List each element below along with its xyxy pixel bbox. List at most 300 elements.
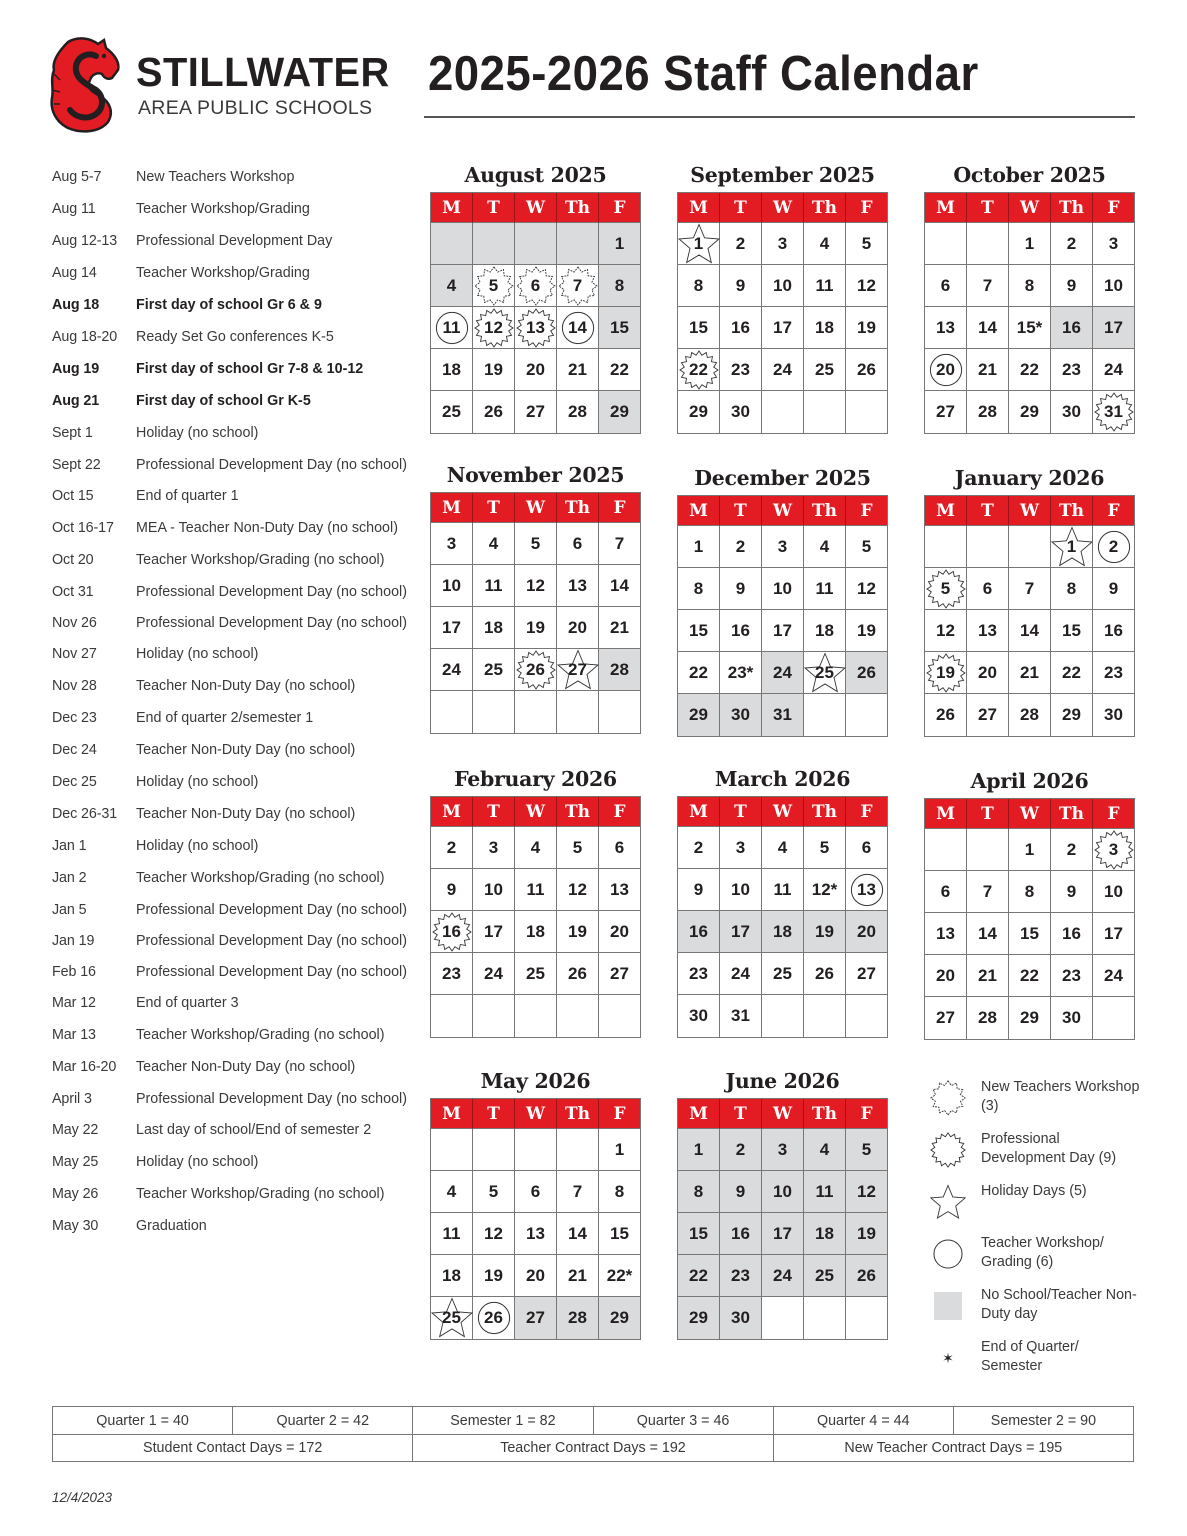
day-cell (1051, 871, 1093, 913)
day-cell (1093, 223, 1134, 265)
week-row (431, 1171, 640, 1213)
day-number: 25 (442, 1308, 461, 1327)
day-number: 25 (442, 402, 461, 421)
day-cell (599, 349, 640, 391)
empty-day-cell (557, 223, 599, 265)
day-cell (473, 307, 515, 349)
day-number: 25 (815, 359, 834, 379)
weekday-label: W (1009, 496, 1051, 526)
event-date: May 25 (52, 1154, 99, 1170)
day-cell (599, 1213, 640, 1255)
day-number: 14 (1020, 620, 1039, 640)
day-cell (431, 1213, 473, 1255)
day-cell (804, 1213, 846, 1255)
week-row (678, 265, 887, 307)
day-number: 23 (1062, 965, 1081, 985)
day-cell (678, 911, 720, 953)
day-number: 17 (731, 921, 750, 941)
event-date: Dec 23 (52, 710, 97, 726)
event-item (52, 1058, 417, 1077)
event-date: Jan 5 (52, 902, 87, 918)
day-number: 22 (1062, 662, 1081, 682)
day-cell (846, 610, 887, 652)
weekday-label: T (720, 193, 762, 223)
day-cell (678, 694, 720, 736)
day-number: 30 (689, 1006, 708, 1025)
day-cell (473, 523, 515, 565)
week-row (678, 869, 887, 911)
event-item (52, 901, 417, 920)
day-cell (1093, 265, 1134, 307)
day-cell (557, 649, 599, 691)
day-number: 26 (526, 659, 545, 679)
day-number: 18 (815, 317, 834, 337)
star-icon (930, 1184, 966, 1220)
month-grid (677, 1098, 888, 1340)
day-number: 19 (484, 359, 503, 379)
day-number: 6 (530, 275, 541, 295)
day-cell (515, 307, 557, 349)
weekday-header (678, 496, 887, 526)
day-cell (1009, 223, 1051, 265)
weekday-label: F (599, 493, 640, 523)
day-number: 6 (940, 881, 951, 901)
week-row (678, 1297, 887, 1339)
event-description: Teacher Non-Duty Day (no school) (136, 742, 356, 758)
day-number: 26 (936, 705, 955, 724)
event-description: Professional Development Day (no school) (136, 964, 407, 980)
day-cell (473, 1213, 515, 1255)
event-date: Nov 28 (52, 678, 97, 694)
weekday-label: F (846, 193, 887, 223)
day-number: 29 (689, 402, 708, 421)
weekday-label: M (678, 193, 720, 223)
day-number: 3 (735, 837, 746, 857)
day-cell (967, 955, 1009, 997)
day-cell (925, 997, 967, 1039)
day-number: 24 (484, 963, 503, 983)
day-number: 23 (1062, 359, 1081, 379)
weekday-label: F (846, 797, 887, 827)
day-cell (804, 869, 846, 911)
weekday-label: Th (1051, 496, 1093, 526)
day-number: 15* (1016, 317, 1043, 337)
day-number: 24 (442, 659, 461, 679)
day-number: 6 (572, 533, 583, 553)
day-cell (473, 565, 515, 607)
event-description: Teacher Non-Duty Day (no school) (136, 678, 356, 694)
day-cell (1051, 829, 1093, 871)
day-cell (804, 568, 846, 610)
empty-day-cell (804, 995, 846, 1037)
day-number: 18 (815, 1223, 834, 1243)
day-cell (804, 1255, 846, 1297)
week-row (678, 391, 887, 433)
day-number: 11 (484, 575, 503, 595)
day-cell (762, 652, 804, 694)
asterisk-icon (928, 1338, 968, 1378)
event-item (52, 1217, 417, 1236)
weekday-label: Th (557, 1099, 599, 1129)
star-icon (928, 1182, 968, 1222)
day-number: 12 (857, 1181, 876, 1201)
event-description: Professional Development Day (no school) (136, 584, 407, 600)
day-cell (1051, 694, 1093, 736)
day-cell (720, 349, 762, 391)
month-title: November 2025 (446, 463, 625, 487)
event-date: Jan 19 (52, 933, 95, 949)
day-number: 16 (731, 620, 750, 640)
weekday-label: Th (557, 797, 599, 827)
gray-square-swatch (934, 1292, 962, 1320)
event-description: First day of school Gr 6 & 9 (136, 297, 322, 313)
day-number: 28 (1020, 705, 1039, 724)
day-number: 17 (773, 620, 792, 640)
week-row (431, 349, 640, 391)
month-grid (924, 192, 1135, 434)
day-number: 1 (693, 233, 704, 253)
day-cell (925, 955, 967, 997)
event-description: Professional Development Day (136, 233, 333, 249)
day-number: 19 (484, 1265, 503, 1285)
day-number: 25 (484, 659, 503, 679)
day-number: 3 (777, 1139, 788, 1159)
day-cell (473, 649, 515, 691)
event-item (52, 1185, 417, 1204)
summary-cell: Quarter 2 = 42 (233, 1407, 413, 1434)
day-cell (804, 1129, 846, 1171)
week-row (431, 649, 640, 691)
day-cell (515, 1297, 557, 1339)
day-cell (720, 307, 762, 349)
day-number: 7 (614, 533, 625, 553)
day-cell (804, 349, 846, 391)
month-calendar (430, 766, 641, 1038)
day-cell (515, 1255, 557, 1297)
day-cell (762, 694, 804, 736)
day-cell (431, 349, 473, 391)
day-cell (967, 871, 1009, 913)
day-cell (431, 523, 473, 565)
day-number: 25 (815, 1265, 834, 1285)
event-date: Aug 14 (52, 265, 97, 281)
legend-label: New Teachers Workshop (3) (981, 1079, 1140, 1114)
event-item (52, 328, 417, 347)
month-calendar (677, 465, 888, 737)
legend (928, 1076, 1138, 1388)
day-cell (557, 391, 599, 433)
day-number: 20 (936, 965, 955, 985)
empty-day-cell (846, 1297, 887, 1339)
day-number: 7 (982, 275, 993, 295)
day-cell (431, 827, 473, 869)
week-row (431, 1129, 640, 1171)
day-cell (515, 391, 557, 433)
event-item (52, 551, 417, 570)
day-number: 25 (526, 963, 545, 983)
day-number: 12 (936, 620, 955, 640)
day-cell (846, 911, 887, 953)
day-cell (599, 565, 640, 607)
day-cell (1051, 997, 1093, 1039)
day-number: 2 (1066, 233, 1077, 253)
day-number: 4 (819, 536, 830, 556)
day-number: 29 (689, 1308, 708, 1327)
day-cell (473, 827, 515, 869)
day-number: 2 (1108, 536, 1119, 556)
empty-day-cell (762, 995, 804, 1037)
weekday-label: T (720, 1099, 762, 1129)
week-row (925, 694, 1134, 736)
event-date: May 26 (52, 1186, 99, 1202)
day-number: 5 (530, 533, 541, 553)
event-item (52, 200, 417, 219)
event-date: Aug 18-20 (52, 329, 118, 345)
empty-day-cell (473, 223, 515, 265)
empty-day-cell (473, 691, 515, 733)
day-number: 15 (1062, 620, 1081, 640)
day-cell (804, 265, 846, 307)
day-cell (599, 1129, 640, 1171)
weekday-label: Th (557, 493, 599, 523)
day-number: 30 (731, 1308, 750, 1327)
day-cell (431, 1171, 473, 1213)
week-row (678, 694, 887, 736)
event-date: Nov 27 (52, 646, 97, 662)
week-row (925, 265, 1134, 307)
day-cell (1093, 652, 1134, 694)
day-number: 22 (1020, 965, 1039, 985)
day-number: 8 (693, 1181, 704, 1201)
week-row (431, 607, 640, 649)
day-cell (473, 911, 515, 953)
legend-label: No School/Teacher Non-Duty day (981, 1287, 1137, 1322)
week-row (925, 610, 1134, 652)
day-cell (846, 1213, 887, 1255)
day-cell (431, 1297, 473, 1339)
day-cell (599, 523, 640, 565)
week-row (678, 1255, 887, 1297)
event-date: May 22 (52, 1122, 99, 1138)
weekday-label: T (473, 797, 515, 827)
day-number: 5 (819, 837, 830, 857)
month-title: May 2026 (480, 1069, 591, 1093)
day-number: 6 (614, 837, 625, 857)
month-title: August 2025 (464, 163, 607, 187)
day-number: 5 (861, 233, 872, 253)
day-number: 2 (735, 1139, 746, 1159)
event-date: Sept 22 (52, 457, 101, 473)
day-cell (599, 265, 640, 307)
day-number: 29 (610, 402, 629, 421)
day-number: 4 (446, 275, 457, 295)
weekday-label: W (762, 1099, 804, 1129)
empty-day-cell (1009, 526, 1051, 568)
event-date: Sept 1 (52, 425, 93, 441)
week-row (678, 610, 887, 652)
summary-cell: Semester 2 = 90 (990, 1412, 1097, 1429)
day-number: 26 (857, 662, 876, 682)
day-number: 13 (526, 1223, 545, 1243)
day-number: 11 (442, 317, 461, 337)
day-cell (804, 953, 846, 995)
day-cell (846, 568, 887, 610)
empty-day-cell (557, 995, 599, 1037)
day-number: 26 (484, 402, 503, 421)
month-calendar (924, 768, 1135, 1040)
day-number: 10 (1104, 275, 1123, 295)
event-description: Professional Development Day (no school) (136, 457, 407, 473)
day-number: 13 (610, 879, 629, 899)
day-number: 20 (568, 617, 587, 637)
event-date: Aug 12-13 (52, 233, 118, 249)
event-description: Teacher Workshop/Grading (136, 201, 310, 217)
day-number: 22 (689, 1265, 708, 1285)
day-cell (804, 610, 846, 652)
day-number: 9 (735, 578, 746, 598)
day-number: 26 (815, 963, 834, 983)
legend-item (928, 1128, 1138, 1180)
week-row (925, 568, 1134, 610)
day-number: 12* (811, 879, 838, 899)
week-row (431, 1213, 640, 1255)
day-number: 27 (526, 1308, 545, 1327)
day-number: 7 (572, 275, 583, 295)
event-item (52, 1153, 417, 1172)
event-description: Ready Set Go conferences K-5 (136, 329, 334, 345)
day-number: 21 (610, 617, 629, 637)
day-number: 21 (978, 965, 997, 985)
day-cell (557, 1213, 599, 1255)
day-number: 17 (1104, 923, 1123, 943)
day-cell (846, 1129, 887, 1171)
month-title: April 2026 (970, 769, 1089, 793)
event-date: Jan 1 (52, 838, 87, 854)
new-teachers-burst-icon (930, 1080, 966, 1116)
week-row (431, 565, 640, 607)
day-number: 6 (861, 837, 872, 857)
revision-date: 12/4/2023 (52, 1490, 113, 1505)
day-number: 12 (568, 879, 587, 899)
day-number: 16 (689, 921, 708, 941)
day-cell (678, 223, 720, 265)
month-title: October 2025 (953, 163, 1106, 187)
day-cell (846, 223, 887, 265)
events-list (52, 168, 417, 1249)
day-cell (599, 307, 640, 349)
day-cell (804, 223, 846, 265)
day-number: 2 (693, 837, 704, 857)
day-number: 31 (773, 705, 792, 724)
day-number: 4 (530, 837, 541, 857)
weekday-label: F (1093, 193, 1134, 223)
day-cell (473, 349, 515, 391)
day-number: 23 (689, 963, 708, 983)
day-number: 21 (568, 1265, 587, 1285)
legend-item (928, 1232, 1138, 1284)
month-calendar (430, 462, 641, 734)
day-number: 19 (526, 617, 545, 637)
month-grid (924, 495, 1135, 737)
day-cell (1051, 652, 1093, 694)
day-cell (678, 1255, 720, 1297)
day-cell (1051, 223, 1093, 265)
week-row (925, 955, 1134, 997)
day-number: 12 (484, 1223, 503, 1243)
day-cell (1093, 955, 1134, 997)
day-number: 23 (731, 1265, 750, 1285)
day-cell (515, 565, 557, 607)
day-cell (1093, 526, 1134, 568)
weekday-label: T (720, 797, 762, 827)
day-cell (473, 953, 515, 995)
day-number: 22* (606, 1265, 633, 1285)
day-cell (599, 911, 640, 953)
legend-label: Professional Development Day (9) (981, 1131, 1117, 1166)
legend-label: Holiday Days (5) (981, 1183, 1087, 1199)
weekday-label: W (515, 193, 557, 223)
event-description: Professional Development Day (no school) (136, 933, 407, 949)
new-teachers-burst-icon (928, 1078, 968, 1118)
week-row (678, 953, 887, 995)
empty-day-cell (431, 1129, 473, 1171)
day-number: 14 (610, 575, 629, 595)
day-number: 12 (857, 275, 876, 295)
day-number: 27 (857, 963, 876, 983)
day-number: 4 (446, 1181, 457, 1201)
day-number: 10 (773, 275, 792, 295)
day-number: 21 (568, 359, 587, 379)
day-cell (557, 827, 599, 869)
legend-item (928, 1076, 1138, 1128)
weekday-header (678, 1099, 887, 1129)
day-number: 7 (1024, 578, 1035, 598)
weekday-label: Th (1051, 799, 1093, 829)
summary-cell: Semester 1 = 82 (413, 1407, 593, 1434)
empty-day-cell (925, 829, 967, 871)
legend-label: Teacher Workshop/ Grading (6) (981, 1235, 1104, 1270)
day-number: 23 (731, 359, 750, 379)
week-row (431, 391, 640, 433)
day-number: 2 (446, 837, 457, 857)
day-number: 8 (1024, 881, 1035, 901)
day-number: 19 (857, 1223, 876, 1243)
empty-day-cell (515, 995, 557, 1037)
week-row (431, 691, 640, 733)
weekday-label: M (678, 1099, 720, 1129)
event-description: End of quarter 2/semester 1 (136, 710, 314, 726)
day-number: 1 (614, 1139, 625, 1159)
day-cell (557, 307, 599, 349)
day-cell (557, 911, 599, 953)
page-title: 2025-2026 Staff Calendar (428, 47, 979, 101)
day-number: 30 (731, 705, 750, 724)
day-cell (599, 869, 640, 911)
day-cell (720, 391, 762, 433)
day-number: 3 (1108, 233, 1119, 253)
day-number: 1 (1024, 233, 1035, 253)
event-date: Aug 5-7 (52, 169, 102, 185)
event-item (52, 264, 417, 283)
week-row (925, 223, 1134, 265)
event-description: Teacher Workshop/Grading (no school) (136, 552, 385, 568)
day-cell (762, 223, 804, 265)
day-cell (599, 649, 640, 691)
day-number: 21 (1020, 662, 1039, 682)
event-description: Teacher Workshop/Grading (no school) (136, 1186, 385, 1202)
day-cell (762, 1213, 804, 1255)
day-cell (557, 869, 599, 911)
